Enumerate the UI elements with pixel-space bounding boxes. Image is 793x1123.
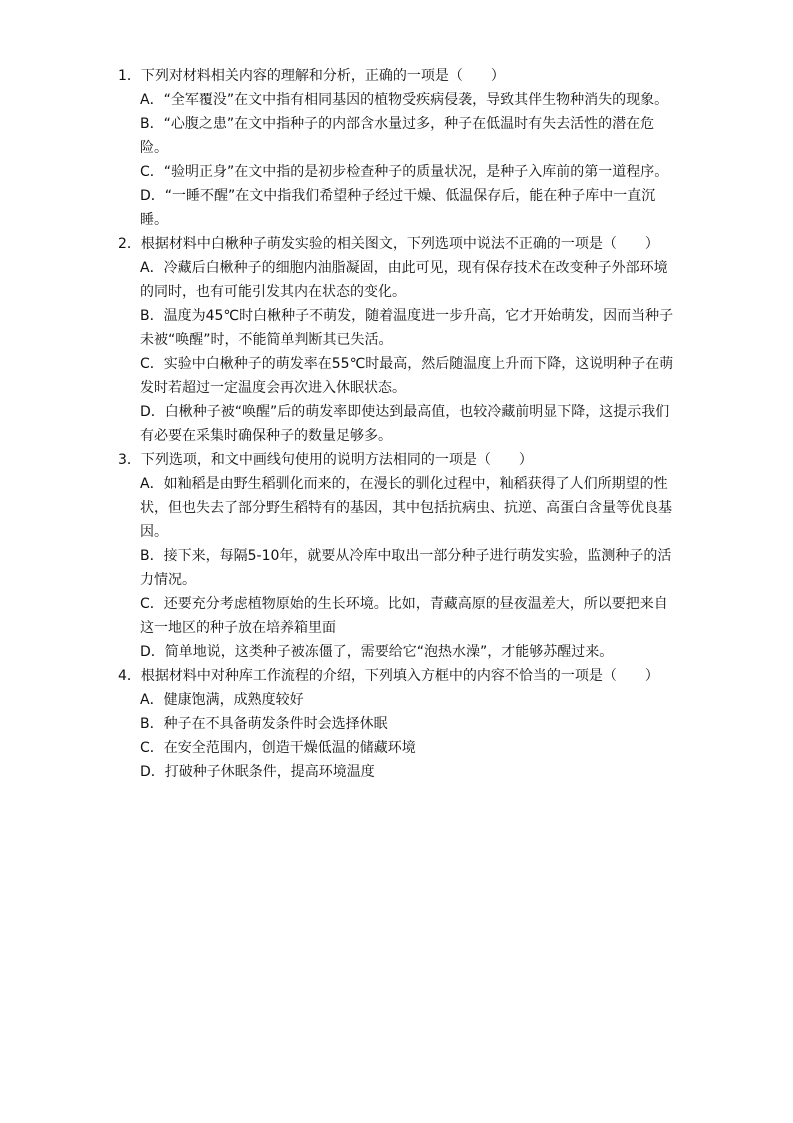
option-b: B．接下来，每隔5-10年，就要从冷库中取出一部分种子进行萌发实验，监测种子的活力情况。 — [140, 548, 672, 588]
question-stem: 2．根据材料中白楸种子萌发实验的相关图文，下列选项中说法不正确的一项是（ ） — [118, 236, 659, 252]
question-1 — [118, 64, 678, 232]
option-b: B．温度为45℃时白楸种子不萌发，随着温度进一步升高，它才开始萌发，因而当种子未被“唤醒”时，不能简单判断其已失活。 — [140, 308, 674, 348]
option-c: C．还要充分考虑植物原始的生长环境。比如，青藏高原的昼夜温差大，所以要把来自这一地区的种子放在培养箱里面 — [140, 596, 668, 636]
option-d: D．打破种子休眠条件，提高环境温度 — [140, 764, 375, 780]
option-list — [118, 688, 678, 784]
question-stem: 3．下列选项，和文中画线句使用的说明方法相同的一项是（ ） — [118, 452, 533, 468]
question-stem: 4．根据材料中对种库工作流程的介绍，下列填入方框中的内容不恰当的一项是（ ） — [118, 668, 659, 684]
option-a: A．冷藏后白楸种子的细胞内油脂凝固，由此可见，现有保存技术在改变种子外部环境的同时，也有可能引发其内在状态的变化。 — [140, 260, 668, 300]
option-list — [118, 88, 678, 232]
option-c: C．在安全范围内，创造干燥低温的储藏环境 — [140, 740, 416, 756]
option-list — [118, 472, 678, 664]
question-2 — [118, 232, 678, 448]
option-d: D．白楸种子被“唤醒”后的萌发率即使达到最高值，也较冷藏前明显下降，这提示我们有必要在采集时确保种子的数量足够多。 — [140, 404, 670, 444]
option-a: A．健康饱满，成熟度较好 — [140, 692, 304, 708]
question-list — [118, 64, 678, 784]
option-list — [118, 256, 678, 448]
option-a: A．“全军覆没”在文中指有相同基因的植物受疾病侵袭，导致其伴生物种消失的现象。 — [140, 92, 669, 108]
option-d: D．“一睡不醒”在文中指我们希望种子经过干燥、低温保存后，能在种子库中一直沉睡。 — [140, 188, 656, 228]
option-c: C．实验中白楸种子的萌发率在55℃时最高，然后随温度上升而下降，这说明种子在萌发时若超过一定温度会再次进入休眠状态。 — [140, 356, 674, 396]
option-d: D．简单地说，这类种子被冻僵了，需要给它“泡热水澡”，才能够苏醒过来。 — [140, 644, 614, 660]
question-stem: 1．下列对材料相关内容的理解和分析，正确的一项是（ ） — [118, 68, 505, 84]
option-b: B．“心腹之患”在文中指种子的内部含水量过多，种子在低温时有失去活性的潜在危险。 — [140, 116, 655, 156]
question-3 — [118, 448, 678, 664]
option-c: C．“验明正身”在文中指的是初步检查种子的质量状况，是种子入库前的第一道程序。 — [140, 164, 669, 180]
option-b: B．种子在不具备萌发条件时会选择休眠 — [140, 716, 388, 732]
option-a: A．如籼稻是由野生稻驯化而来的，在漫长的驯化过程中，籼稻获得了人们所期望的性状，但也失去了部分野生稻特有的基因，其中包括抗病虫、抗逆、高蛋白含量等优良基因。 — [140, 476, 672, 540]
question-4 — [118, 664, 678, 784]
